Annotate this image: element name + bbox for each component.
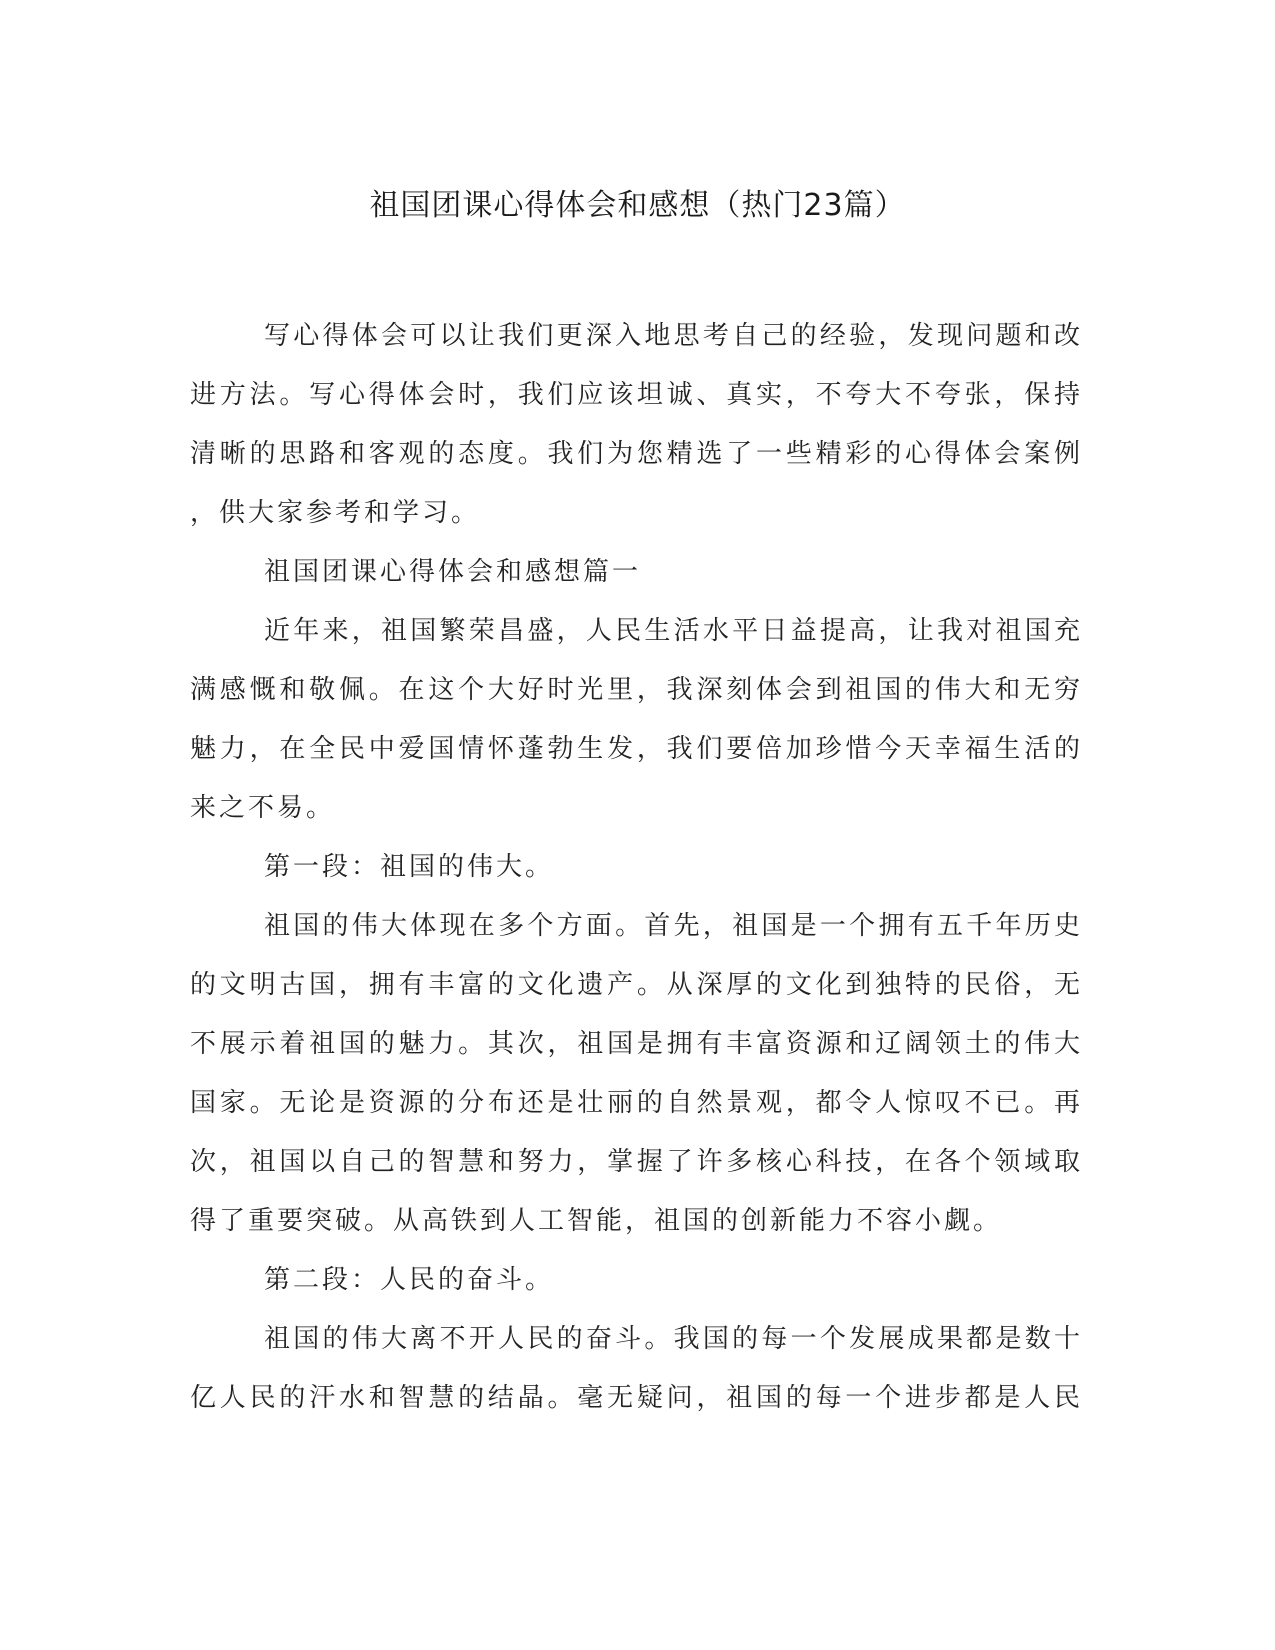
paragraph-line: 次，祖国以自己的智慧和努力，掌握了许多核心科技，在各个领域取 xyxy=(190,1147,1080,1177)
paragraph-line: 魅力，在全民中爱国情怀蓬勃生发，我们要倍加珍惜今天幸福生活的 xyxy=(190,734,1080,764)
paragraph-line: 写心得体会可以让我们更深入地思考自己的经验，发现问题和改 xyxy=(264,321,1080,351)
paragraph-line: 国家。无论是资源的分布还是壮丽的自然景观，都令人惊叹不已。再 xyxy=(190,1088,1080,1118)
paragraph-line: 祖国的伟大体现在多个方面。首先，祖国是一个拥有五千年历史 xyxy=(264,911,1080,941)
section-heading: 第一段：祖国的伟大。 xyxy=(264,852,555,882)
paragraph-line: 来之不易。 xyxy=(190,793,336,823)
paragraph-line: 的文明古国，拥有丰富的文化遗产。从深厚的文化到独特的民俗，无 xyxy=(190,970,1080,1000)
document-title: 祖国团课心得体会和感想（热门23篇） xyxy=(369,188,906,223)
paragraph-line: 清晰的思路和客观的态度。我们为您精选了一些精彩的心得体会案例 xyxy=(190,439,1080,469)
paragraph-line: 得了重要突破。从高铁到人工智能，祖国的创新能力不容小觑。 xyxy=(190,1206,1003,1236)
paragraph-line: 亿人民的汗水和智慧的结晶。毫无疑问，祖国的每一个进步都是人民 xyxy=(190,1383,1080,1413)
section-heading: 祖国团课心得体会和感想篇一 xyxy=(264,557,642,587)
section-heading: 第二段：人民的奋斗。 xyxy=(264,1265,555,1295)
paragraph-line: 近年来，祖国繁荣昌盛，人民生活水平日益提高，让我对祖国充 xyxy=(264,616,1080,646)
paragraph-line: 满感慨和敬佩。在这个大好时光里，我深刻体会到祖国的伟大和无穷 xyxy=(190,675,1080,705)
paragraph-line: ，供大家参考和学习。 xyxy=(190,498,481,528)
paragraph-line: 祖国的伟大离不开人民的奋斗。我国的每一个发展成果都是数十 xyxy=(264,1324,1080,1354)
paragraph-line: 进方法。写心得体会时，我们应该坦诚、真实，不夸大不夸张，保持 xyxy=(190,380,1080,410)
paragraph-line: 不展示着祖国的魅力。其次，祖国是拥有丰富资源和辽阔领土的伟大 xyxy=(190,1029,1080,1059)
